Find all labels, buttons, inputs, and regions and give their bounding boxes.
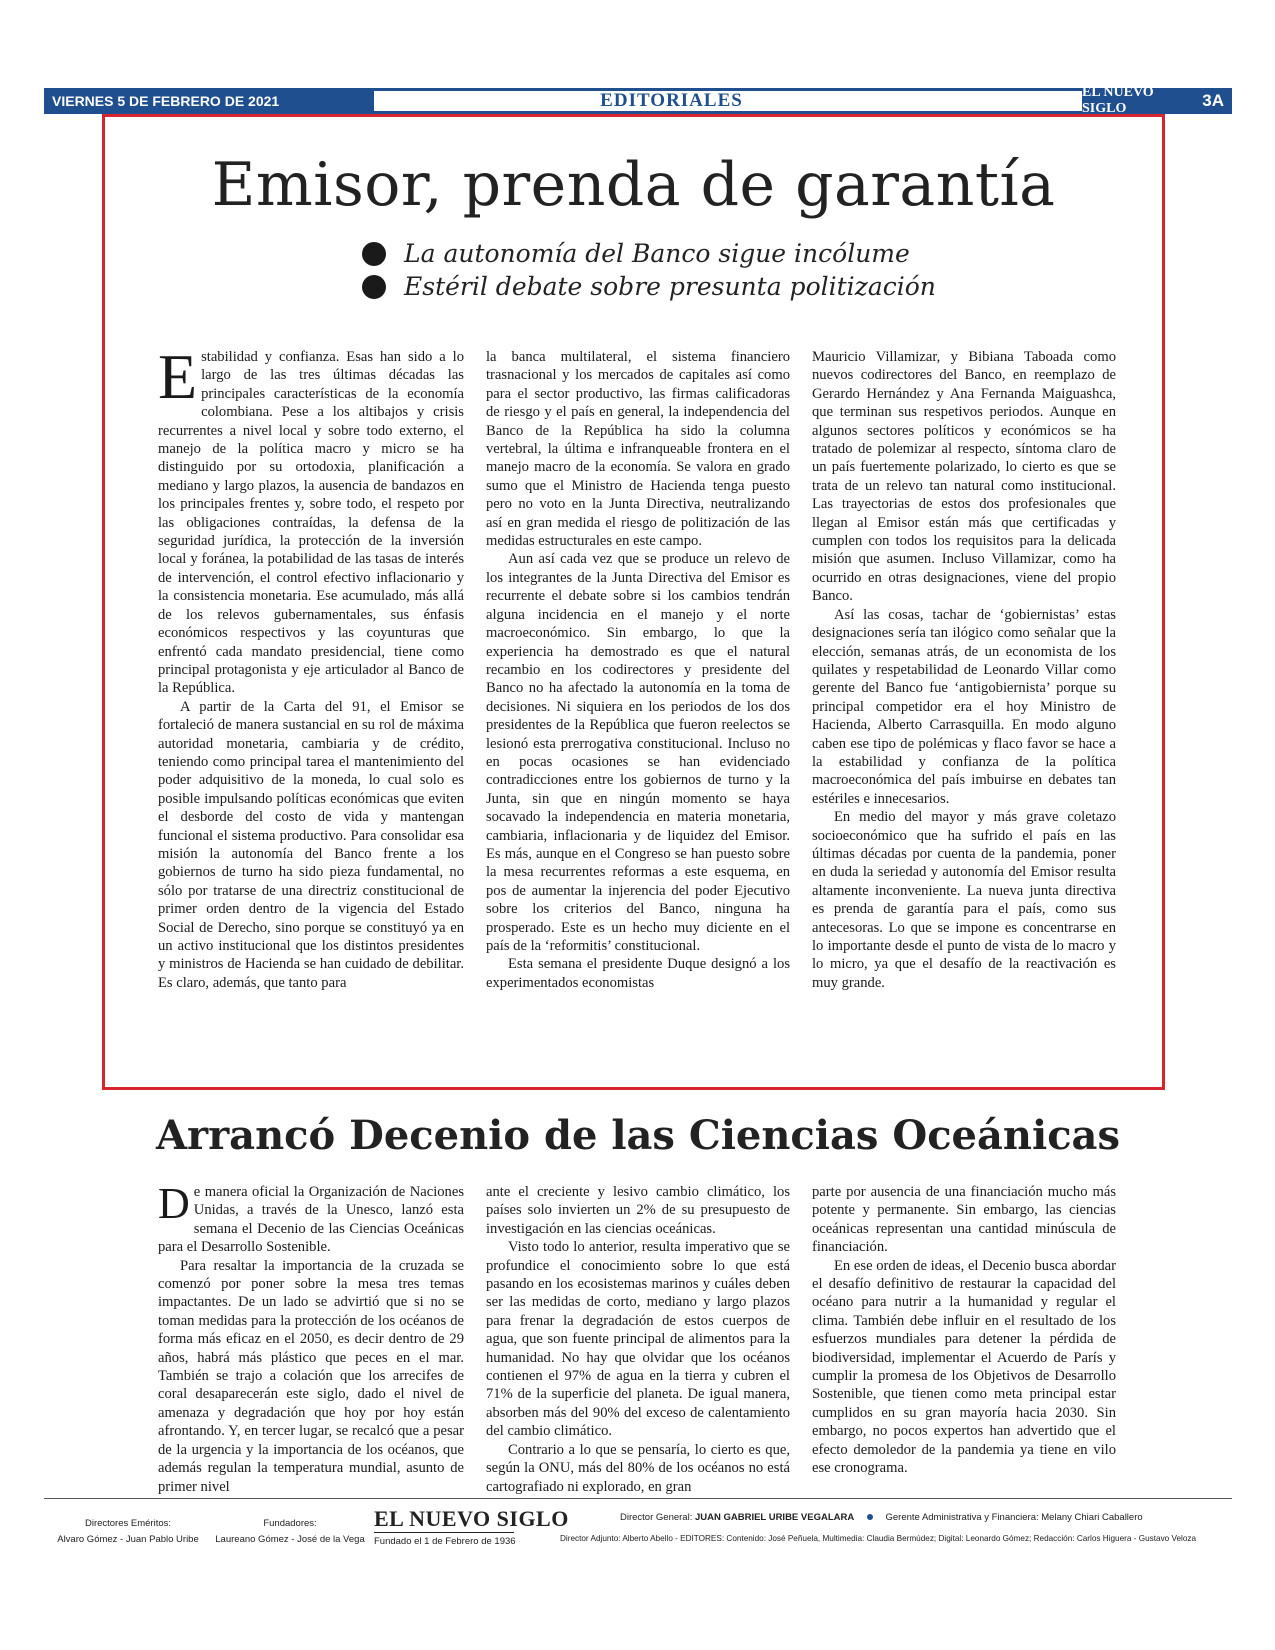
- editorial-title: Emisor, prenda de garantía: [211, 150, 1056, 220]
- paragraph: Esta semana el presidente Duque designó a los experimentados economistas: [486, 956, 790, 991]
- page-number: 3A: [1202, 91, 1224, 110]
- footer-divider: [44, 1498, 1232, 1499]
- founded-date: Fundado el 1 de Febrero de 1936: [374, 1536, 516, 1547]
- paragraph: A partir de la Carta del 91, el Emisor se fortaleció de manera sustancial en su rol de máxima autoridad monetaria, cambiaria y de crédito, teniendo como principal tarea el mantenimiento del poder adquisitivo de la moneda, lo cual solo es posible impulsando políticas económicas que eviten el desborde del costo de vida y mantengan funcional el sistema productivo. Para consolidar esa misión la autonomía del Banco frente a los gobiernos de turno ha sido pieza fundamental, no sólo por tratarse de una directriz constitucional de primer orden dentro de la vigencia del Estado Social de Derecho, sino porque se constituyó ya en un activo institucional que los distintos presidentes y ministros de Hacienda se han cuidado de debilitar. Es claro, además, que tanto para: [158, 698, 464, 991]
- paragraph-text: stabilidad y confianza. Esas han sido a lo largo de las tres últimas décadas las principales características de la economía colombiana. Pese a los altibajos y crisis recurrentes a nivel local y sobre todo externo, el manejo de la política macro y micro se ha distinguido por su ortodoxia, planificación a mediano y largo plazos, la ausencia de bandazos en los principales frentes y, sobre todo, el respeto por las obligaciones contraídas, la defensa de la seguridad jurídica, la protección de la inversión local y foránea, la potabilidad de las tasas de interés de intervención, el control efectivo inflacionario y la consistencia monetaria. Ese acumulado, más allá de los relevos gubernamentales, sus énfasis económicos respectivos y las coyunturas que enfrentó cada mandato presidencial, tiene como principal protagonista y eje articulador al Banco de la República.: [158, 349, 464, 697]
- paragraph: En medio del mayor y más grave coletazo socioeconómico que ha sufrido el país en las últimas décadas por cuenta de la pandemia, poner en duda la seriedad y autonomía del Emisor resulta altamente inconveniente. La nueva junta directiva es prenda de garantía para el país, como sus antecesoras. Lo que se impone es concentrarse en lo importante desde el punto de vista de lo macro y lo micro, ya que el desafío de la reactivación es muy grande.: [812, 809, 1116, 991]
- paragraph: [158, 1179, 464, 1257]
- article-column-3: [812, 1183, 1116, 1478]
- issue-date: VIERNES 5 DE FEBRERO DE 2021: [44, 91, 374, 111]
- paragraph: parte por ausencia de una financiación mucho más potente y permanente. Sin embargo, las ciencias oceánicas representan una cantidad minúscula de financiación.: [812, 1184, 1116, 1256]
- drop-cap: D: [158, 1179, 190, 1228]
- section-title: EDITORIALES: [600, 90, 743, 111]
- director-general-name: JUAN GABRIEL URIBE VEGALARA: [694, 1512, 855, 1523]
- logo-rule: [374, 1532, 514, 1533]
- paragraph: ante el creciente y lesivo cambio climático, los países solo invierten un 2% de su presupuesto de investigación en las ciencias oceánicas.: [486, 1184, 790, 1237]
- paragraph: Contrario a lo que se pensaría, lo cierto es que, según la ONU, más del 80% de los océanos no está cartografiado ni explorado, en gran: [486, 1441, 790, 1495]
- paragraph: Aun así cada vez que se produce un relevo de los integrantes de la Junta Directiva del Emisor es recurrente el debate sobre si los cambios tendrán alguna incidencia en el manejo y el norte macroeconómico. Sin embargo, lo que la experiencia ha demostrado es que el natural recambio en los codirectores y presidente del Banco no ha afectado la autonomía en la toma de decisiones. Ni siquiera en los periodos de los dos presidentes de la República que fueron reelectos se lesionó esta prerrogativa constitucional. Incluso no en pocas ocasiones se han evidenciado contradicciones entre los gobiernos de turno y la Junta, sin que en ningún momento se haya socavado la independencia en materia monetaria, cambiaria, inflacionaria y de liquidez del Emisor. Es más, aunque en el Congreso se han puesto sobre la mesa recurrentes reformas a este esquema, en pos de aumentar la injerencia del poder Ejecutivo sobre los criterios del Banco, ninguna ha prosperado. Este es un hecho muy diciente en el país de la ‘reformitis’ constitucional.: [486, 551, 790, 954]
- founders-label: Fundadores:: [263, 1518, 317, 1529]
- article-column-2: [486, 1183, 790, 1496]
- editorial-subheads: [362, 237, 936, 303]
- paragraph: Visto todo lo anterior, resulta imperativo que se profundice el conocimiento sobre lo que está pasando en los ecosistemas marinos y cuáles deben ser las medidas de corto, mediano y largo plazos para frenar la degradación de estos cuerpos de agua, que son fuente principal de alimentos para la humanidad. No hay que olvidar que los océanos contienen el 97% de agua en la tierra y cubren el 71% de la superficie del planeta. De igual manera, absorben más del 90% del exceso de calentamiento del cambio climático.: [486, 1239, 790, 1440]
- directors-label: Directores Eméritos:: [84, 1518, 172, 1529]
- article-title: Arrancó Decenio de las Ciencias Oceánicas: [156, 1112, 1120, 1159]
- paragraph: Así las cosas, tachar de ‘gobiernistas’ estas designaciones sería tan ilógico como señalar que la elección, semanas atrás, de un economista de los quilates y respetabilidad de Leonardo Villar como gerente del Banco fue ‘antigobiernista’ porque su principal competidor era el hoy Ministro de Hacienda, Alberto Carrasquilla. En modo alguno caben ese tipo de polémicas y flaco favor se hace a la estabilidad y confianza de la política macroeconómica del país imbuirse en debates tan estériles e innecesarios.: [812, 606, 1116, 807]
- drop-cap: E: [158, 341, 198, 412]
- editors-line: Director Adjunto: Alberto Abello - EDITORES: Contenido: José Peñuela, Multimedia: Claudia Bermúdez; Digital: Leonardo Gómez; Redacción: Carlos Higuera - Gustavo Veloza: [560, 1534, 1197, 1543]
- editorial-column-3: [812, 348, 1116, 992]
- article-column-1: [158, 1179, 464, 1496]
- masthead-right: [1082, 85, 1232, 116]
- footer-logo: EL NUEVO SIGLO: [374, 1506, 569, 1531]
- paragraph: En ese orden de ideas, el Decenio busca abordar el desafío definitivo de restaurar la capacidad del océano para nutrir a la humanidad y regular el clima. También debe influir en el resultado de los esfuerzos mundiales para detener la pérdida de biodiversidad, implementar el Acuerdo de París y cumplir la promesa de los Objetivos de Desarrollo Sostenible, que tienen como meta principal estar cumplidos en su gran mayoría hacia 2030. Sin embargo, no pocos expertos han advertido que el efecto demoledor de la pandemia ya tiene en vilo ese cronograma.: [812, 1257, 1116, 1477]
- manager-label: Gerente Administrativa y Financiera:: [885, 1512, 1039, 1523]
- subhead-text: Estéril debate sobre presunta politización: [404, 272, 936, 301]
- paragraph: [158, 341, 464, 698]
- director-general-label: Director General:: [620, 1512, 693, 1523]
- paragraph: Para resaltar la importancia de la cruzada se comenzó por poner sobre la mesa tres temas impactantes. De un lado se advirtió que si no se toman medidas para la protección de los océanos de forma más eficaz en el 2050, es decir dentro de 29 años, habrá más plástico que peces en el mar. También se trajo a colación que los arrecifes de coral desaparecerán este siglo, dado el nivel de amenaza y degradación que hoy por hoy están afrontando. Y, en tercer lugar, se recalcó que a pesar de la urgencia y la importancia de los océanos, que además regulan la temperatura mundial, asunto de primer nivel: [158, 1257, 464, 1495]
- subhead-item: [362, 237, 936, 270]
- bullet-icon: [362, 242, 386, 266]
- separator-dot-icon: [867, 1514, 873, 1520]
- editorial-column-2: [486, 348, 790, 992]
- paper-name: EL NUEVO SIGLO: [1082, 85, 1154, 116]
- directors-names: Alvaro Gómez - Juan Pablo Uribe: [57, 1534, 199, 1545]
- bullet-icon: [362, 275, 386, 299]
- founders-names: Laureano Gómez - José de la Vega: [215, 1534, 365, 1545]
- subhead-text: La autonomía del Banco sigue incólume: [404, 239, 910, 268]
- page-header: [44, 85, 1232, 116]
- manager-name: Melany Chiari Caballero: [1041, 1512, 1143, 1523]
- paragraph: Mauricio Villamizar, y Bibiana Taboada como nuevos codirectores del Banco, en reemplazo de Gerardo Hernández y Ana Fernanda Maiguashca, que terminan sus respetivos periodos. Aunque en algunos sectores políticos y económicos se ha tratado de polemizar al respecto, síntoma claro de un país fuertemente polarizado, lo cierto es que se trata de un relevo tan natural como institucional. Las trayectorias de estos dos profesionales que llegan al Emisor están más que certificadas y cumplen con todos los requisitos para la delicada misión que asumen. Incluso Villamizar, como ha ocurrido en otras designaciones, viene del propio Banco.: [812, 349, 1116, 605]
- editorial-column-1: [158, 341, 464, 992]
- subhead-item: [362, 270, 936, 303]
- staff-line-1: [620, 1512, 1143, 1523]
- paragraph-text: e manera oficial la Organización de Naciones Unidas, a través de la Unesco, lanzó esta semana el Decenio de las Ciencias Oceánicas para el Desarrollo Sostenible.: [158, 1184, 464, 1256]
- paragraph: la banca multilateral, el sistema financiero trasnacional y los mercados de capitales así como para el sector productivo, las firmas calificadoras de riesgo y el país en general, la independencia del Banco de la República ha sido la columna vertebral, la última e infranqueable frontera en el manejo macro de la economía. Se valora en grado sumo que el Ministro de Hacienda tenga puesto pero no voto en la Junta Directiva, neutralizando así en gran medida el riesgo de politización de las medidas estructurales en este campo.: [486, 349, 790, 550]
